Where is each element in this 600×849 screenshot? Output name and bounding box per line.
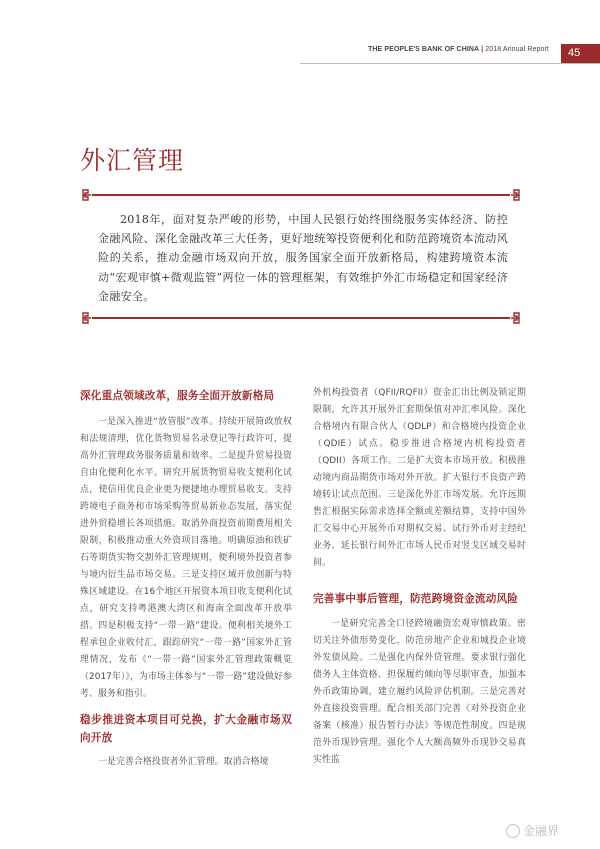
header-rule <box>300 63 600 64</box>
section-heading: 完善事中事后管理，防范跨境资金流动风险 <box>313 592 519 605</box>
running-header <box>368 46 549 53</box>
body-paragraph: 一是研究完善全口径跨境融资宏观审慎政策。密切关注外债形势变化，防范房地产企业和城投企业境外发债风险。二是强化内保外贷管理。要求银行强化债务人主体资格、担保履约倾向等尽职审查，加强本外币政策协调，建立履约风险评估机制。三是完善对外直接投资管理。配合相关部门完善《对外投资企业备案（核准）报告暂行办法》等规范性制度。四是规范外币现钞管理。强化个人大额高频外币现钞交易真实性监 <box>313 619 526 766</box>
watermark <box>506 822 559 839</box>
header-org: THE PEOPLE'S BANK OF CHINA <box>368 46 480 53</box>
intro-paragraph: 2018年，面对复杂严峻的形势，中国人民银行始终围绕服务实体经济、防控金融风险、深化金融改革三大任务，更好地统筹投资便利化和防范跨境资本流动风险的关系，推动金融市场双向开放，服务国家全面开放新格局，构建跨境资本流动“宏观审慎+微观监管”两位一体的管理框架，有效维护外汇市场稳定和国家经济金融安全。 <box>98 213 508 303</box>
left-column <box>80 388 292 771</box>
header-report: 2018 Annual Report <box>485 46 549 53</box>
ornament-left-icon <box>80 311 92 325</box>
section-heading: 稳步推进资本项目可兑换，扩大金融市场双向开放 <box>80 714 292 744</box>
watermark-text: 金融界 <box>523 824 560 838</box>
body-paragraph: 一是深入推进“放管服”改革。持续开展简政放权和法规清理，优化货物贸易名录登记等行政许可，提高外汇管理政务服务质量和效率。二是提升贸易投资自由化便利化水平。研究开展货物贸易收支便利化试点，使信用优良企业更为便捷地办理贸易收支。支持跨境电子商务和市场采购等贸易新业态发展，落实促进外贸稳增长各项措施。取消外商投资前期费用相关限制，积极推动重大外资项目落地。明确原油和铁矿石等期货实物交割外汇管理规则，便利境外投资者参与境内衍生品市场交易。三是支持区域开放创新与特殊区域建设。在16个地区开展资本项目收支便利化试点，研究支持粤港澳大湾区和海南全面改革开放举措。四是积极支持“一带一路”建设。便利相关境外工程承包企业收付汇，跟踪研究“一带一路”国家外汇管理情况，发布《“一带一路”国家外汇管理政策概览（2017年）》，为市场主体参与“一带一路”建设做好参考、服务和指引。 <box>80 416 292 700</box>
ornament-right-icon <box>510 311 522 325</box>
watermark-logo-icon <box>506 824 520 838</box>
section-heading: 深化重点领域改革，服务全面开放新格局 <box>80 390 275 402</box>
right-column <box>313 385 526 769</box>
top-ornament-divider <box>80 188 522 202</box>
body-paragraph: 外机构投资者（QFII/RQFII）资金汇出比例及锁定期限制，允许其开展外汇套期保值对冲汇率风险。深化合格境内有限合伙人（QDLP）和合格境内投资企业（QDIE）试点。稳步推进合格境内机构投资者（QDII）各项工作。二是扩大资本市场开放。积极推动境内商品期货市场对外开放。扩大银行不良资产跨境转让试点范围。三是深化外汇市场发展。允许远期售汇根据实际需求选择全额或差额结算，支持中国外汇交易中心开展外币对期权交易、试行外币对主经纪业务、延长银行间外汇市场人民币对竖戈区域交易时间。 <box>313 388 526 569</box>
body-paragraph: 一是完善合格投资者外汇管理。取消合格境 <box>98 757 269 768</box>
page-title: 外汇管理 <box>80 146 185 175</box>
page-number: 45 <box>561 44 600 63</box>
ornament-left-icon <box>80 188 92 202</box>
header-separator: | <box>481 46 484 53</box>
ornament-right-icon <box>510 188 522 202</box>
bottom-ornament-divider <box>80 311 522 325</box>
